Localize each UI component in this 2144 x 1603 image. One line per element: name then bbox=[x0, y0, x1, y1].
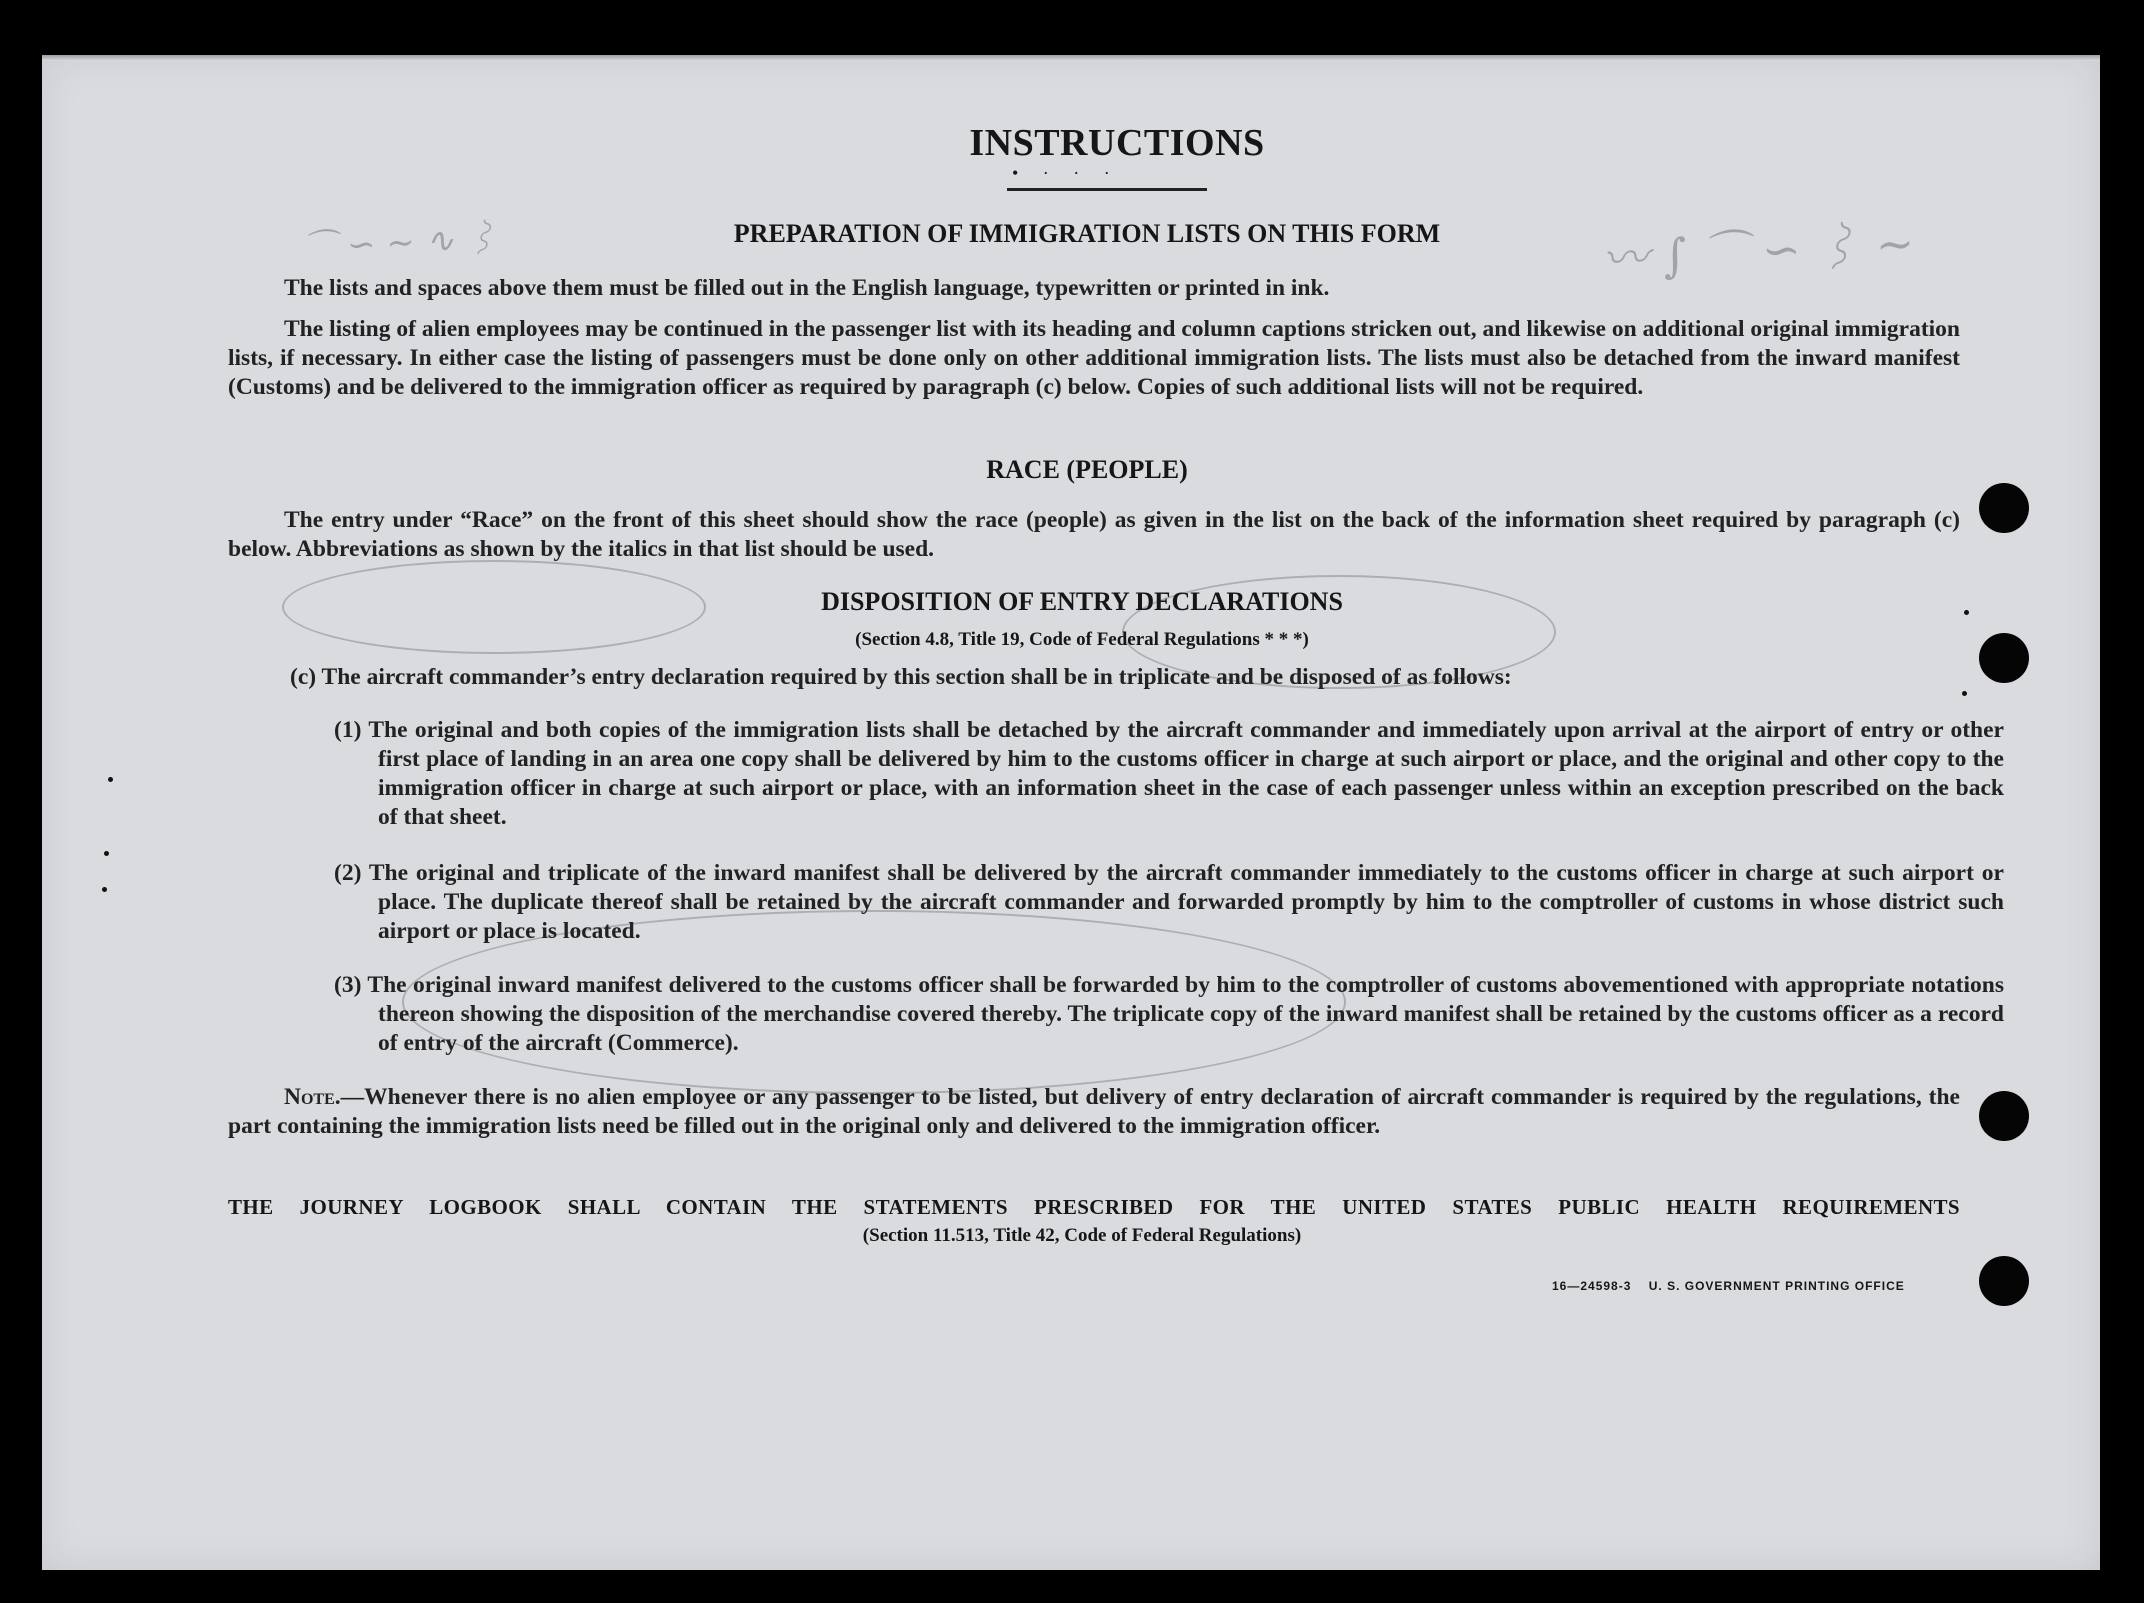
punch-hole bbox=[1979, 1091, 2029, 1141]
form-code: 16—24598-3 U. S. GOVERNMENT PRINTING OFFICE bbox=[1552, 1279, 1905, 1293]
logbook-requirement: THE JOURNEY LOGBOOK SHALL CONTAIN THE STATEMENTS PRESCRIBED FOR THE UNITED STATES PUBLIC HEALTH REQUIREMENTS bbox=[228, 1195, 1960, 1219]
item-number: (1) bbox=[334, 717, 369, 743]
bleed-through-handwriting: ⌒ ∽ ∼ ∿ ⌇ bbox=[301, 217, 500, 269]
section-heading-race: RACE (PEOPLE) bbox=[986, 455, 1188, 484]
paper-speck bbox=[104, 851, 109, 856]
note-text: —Whenever there is no alien employee or any passenger to be listed, but delivery of entry declaration of aircraft commander is required by the regulations, the part containing the immigration lists need be filled out in the original only and delivered to the immigration officer. bbox=[228, 1084, 1960, 1139]
punch-hole bbox=[1979, 633, 2029, 683]
paper-speck bbox=[108, 777, 113, 782]
section3-intro: (c) The aircraft commander’s entry declaration required by this section shall be in triplicate and be disposed of as follows: bbox=[290, 664, 1512, 690]
section2-paragraph: The entry under “Race” on the front of this sheet should show the race (people) as given in the list on the back of the information sheet required by paragraph (c) below. Abbreviations as shown by the italics in that list should be used. bbox=[228, 507, 1960, 562]
paper-speck bbox=[1964, 610, 1969, 615]
bleed-through-handwriting: 〰 ∫ ⌒ ∽ ⌇ ∼ bbox=[1600, 215, 1916, 287]
note-label: Note. bbox=[284, 1084, 341, 1110]
section1-paragraph-2: The listing of alien employees may be continued in the passenger list with its heading and column captions stricken out, and likewise on additional original immigration lists, if necessary. In either case the listing of passengers must be done only on other additional immigration lists. The lists must also be detached from the inward manifest (Customs) and be delivered to the immigration officer as required by paragraph (c) below. Copies of such additional lists will not be required. bbox=[228, 316, 1960, 400]
item-number: (3) bbox=[334, 972, 368, 998]
logbook-citation: (Section 11.513, Title 42, Code of Federal Regulations) bbox=[862, 1225, 1302, 1246]
paper-speck bbox=[1962, 691, 1967, 696]
item-text: The original and both copies of the immigration lists shall be detached by the aircraft commander and immediately upon arrival at the airport of entry or other first place of landing in an area one copy shall be delivered by him to the customs officer in charge at such airport or place, and the original and other copy to the immigration officer in charge at such airport or place, with an information sheet in the case of each passenger unless within an exception prescribed on the back of that sheet. bbox=[368, 717, 2004, 830]
item-number: (2) bbox=[334, 860, 369, 886]
paper-speck bbox=[102, 887, 107, 892]
punch-hole bbox=[1979, 483, 2029, 533]
item-text: The original inward manifest delivered to the customs officer shall be forwarded by him to the comptroller of customs abovementioned with appropriate notations thereon showing the disposition of the merchandise covered thereby. The triplicate copy of the inward manifest shall be retained by the customs officer as a record of entry of the aircraft (Commerce). bbox=[367, 972, 2004, 1056]
punch-hole bbox=[1979, 1256, 2029, 1306]
page-title: INSTRUCTIONS bbox=[969, 122, 1265, 164]
section-heading-preparation: PREPARATION OF IMMIGRATION LISTS ON THIS FORM bbox=[733, 219, 1441, 248]
disposition-item-1 bbox=[334, 716, 2004, 832]
printer-imprint: U. S. GOVERNMENT PRINTING OFFICE bbox=[1648, 1279, 1905, 1293]
title-ornament: • · · · bbox=[1012, 163, 1120, 183]
disposition-item-2 bbox=[334, 859, 2004, 946]
section3-citation: (Section 4.8, Title 19, Code of Federal Regulations * * *) bbox=[855, 629, 1309, 650]
disposition-item-3 bbox=[334, 971, 2004, 1058]
bleed-through-stamp bbox=[282, 560, 706, 654]
title-rule bbox=[1007, 188, 1207, 191]
section1-paragraph-1: The lists and spaces above them must be filled out in the English language, typewritten or printed in ink. bbox=[284, 275, 1330, 301]
section-heading-disposition: DISPOSITION OF ENTRY DECLARATIONS bbox=[821, 587, 1343, 616]
document-sheet bbox=[42, 55, 2100, 1570]
item-text: The original and triplicate of the inward manifest shall be delivered by the aircraft commander immediately to the customs officer in charge at such airport or place. The duplicate thereof shall be retained by the aircraft commander and forwarded promptly by him to the comptroller of customs in whose district such airport or place is located. bbox=[368, 860, 2004, 944]
note-paragraph bbox=[228, 1083, 1960, 1141]
